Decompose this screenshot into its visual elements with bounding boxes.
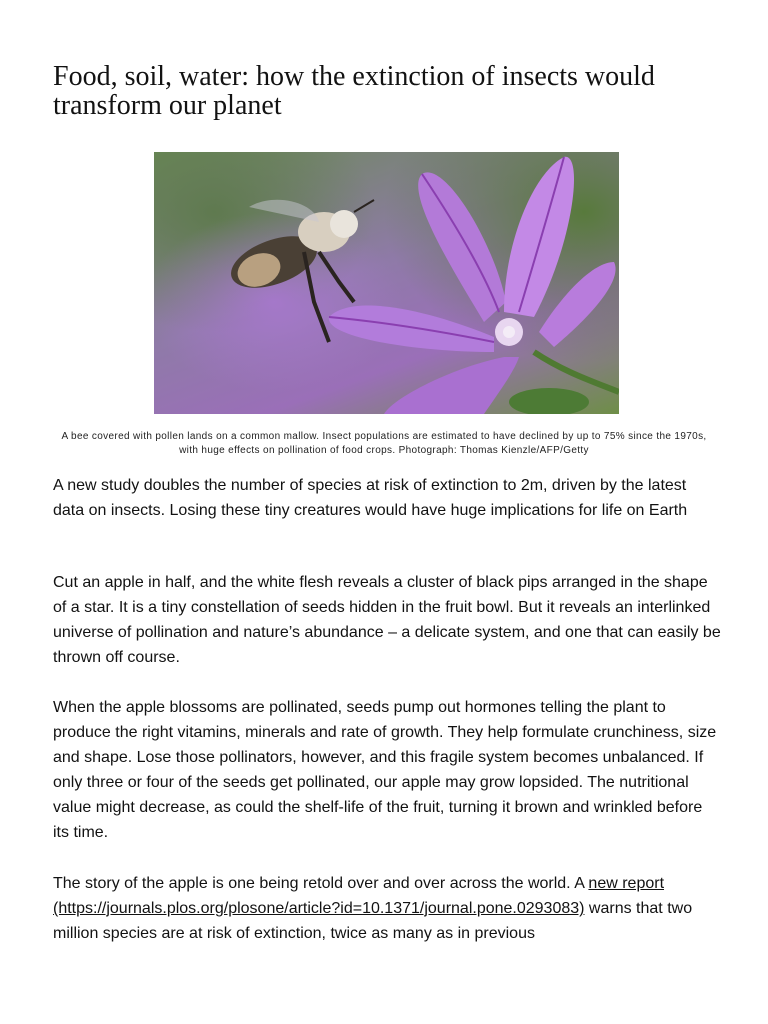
body-paragraph: When the apple blossoms are pollinated, seeds pump out hormones telling the plant to produce the right vitamins, minerals and rate of growth. They help formulate crunchiness, size and shape. Lose those pollinators, however, and this fragile system becomes unbalanced. If only three or four of the seeds get pollinated, our apple may grow lopsided. The nutritional value might decrease, as could the shelf-life of the fruit, turning it brown and wrinkled before its time. [53, 699, 717, 841]
body-paragraph: Cut an apple in half, and the white flesh reveals a cluster of black pips arranged in the shape of a star. It is a tiny constellation of seeds hidden in the fruit bowl. But it reveals an interlinked universe of pollination and nature’s abundance – a delicate system, and one that can easily be thrown off course. [53, 574, 721, 666]
bee-on-mallow-photo [154, 152, 619, 414]
article-headline: Food, soil, water: how the extinction of insects would transform our planet [53, 61, 655, 121]
mallow-flower [329, 157, 619, 414]
paragraph-text-after-link: warns that two million species are at risk of extinction, twice as many as in previous [53, 900, 693, 942]
image-caption: A bee covered with pollen lands on a common mallow. Insect populations are estimated to have declined by up to 75% since the 1970s, with huge effects on pollination of food crops. Photograph: Thomas Kienzle/AFP/Getty [61, 431, 707, 456]
article-standfirst: A new study doubles the number of species at risk of extinction to 2m, driven by the latest data on insects. Losing these tiny creatures would have huge implications for life on Earth [53, 477, 688, 519]
paragraph-text-before-link: The story of the apple is one being retold over and over across the world. A [53, 875, 589, 892]
new-report-link[interactable]: new report (https://journals.plos.org/plosone/article?id=10.1371/journal.pone.0293083) [53, 875, 665, 917]
photo-illustration [154, 152, 619, 414]
body-paragraph-last [53, 871, 721, 946]
